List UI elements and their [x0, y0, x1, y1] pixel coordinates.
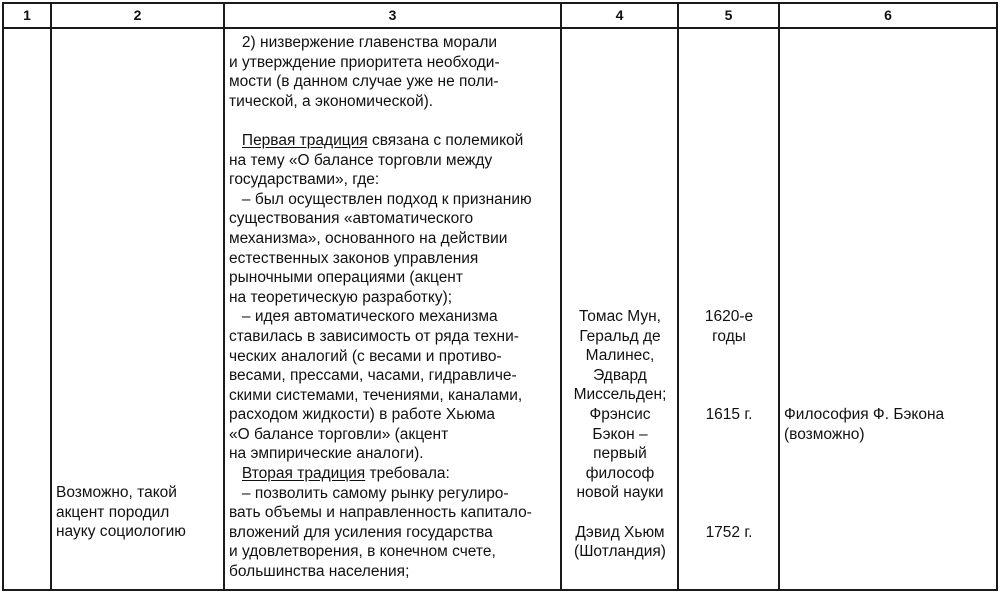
text-line: вать объемы и направленность капитало-	[229, 504, 532, 522]
header-col-1: 1	[23, 7, 31, 23]
text-line	[229, 131, 559, 151]
date-line: годы	[712, 327, 746, 345]
text-line: рыночными операциями (акцент	[229, 269, 463, 287]
underlined-term: Вторая традиция	[241, 465, 366, 483]
col-divider-1	[50, 2, 52, 591]
header-col-5: 5	[724, 7, 733, 23]
text-line: на теоретическую разработку);	[229, 288, 453, 306]
text-line: Малинес,	[585, 347, 655, 365]
text-line: Философия Ф. Бэкона	[784, 406, 945, 423]
cell-col-6	[784, 405, 994, 444]
text-line: акцент породил	[56, 503, 170, 521]
cell-col-2	[56, 483, 226, 542]
text-line: и удовлетворения, в конечном счете,	[229, 543, 496, 561]
text-line: философ	[585, 464, 655, 482]
date-line: 1752 г.	[705, 524, 753, 541]
text-line: и утверждение приоритета необходи-	[229, 53, 500, 71]
text-line: мости (в данном случае уже не поли-	[229, 73, 499, 91]
text-line: естественных законов управления	[229, 249, 479, 267]
text-line: весами, прессами, часами, гидравличе-	[229, 367, 517, 385]
table-border-left	[2, 2, 4, 591]
text-line: науку социологию	[56, 523, 186, 541]
header-col-6: 6	[884, 7, 892, 23]
text-line: вложений для усиления государства	[229, 523, 493, 541]
text-line: – позволить самому рынку регулиро-	[229, 484, 509, 502]
text-line: ческих аналогий (с весами и противо-	[229, 347, 502, 365]
text-line: скими системами, течениями, каналами,	[229, 386, 523, 404]
header-col-2: 2	[133, 7, 142, 23]
text-line	[229, 111, 559, 131]
text-line	[564, 503, 676, 523]
text-line: механизма», основанного на действии	[229, 229, 508, 247]
text-line: 2) низвержение главенства морали	[229, 34, 498, 51]
text-line: (Шотландия)	[574, 543, 666, 561]
text-line: Томас Мун,	[579, 308, 661, 325]
text-line: Бэкон –	[592, 425, 648, 443]
text-fragment: связана с полемикой	[367, 131, 524, 149]
underlined-term: Первая традиция	[241, 131, 368, 149]
cell-col-4	[564, 307, 676, 562]
text-line: – был осуществлен подход к признанию	[229, 190, 532, 208]
text-line: на тему «О балансе торговли между	[229, 151, 493, 169]
text-line: расходом жидкости) в работе Хьюма	[229, 406, 496, 424]
text-line: Миссельден;	[573, 386, 667, 404]
cell-col-5-dates-c	[683, 523, 775, 543]
text-line: Фрэнсис	[589, 405, 651, 423]
cell-col-5-dates-b	[683, 405, 775, 425]
col-divider-5	[778, 2, 780, 591]
text-fragment: требовала:	[365, 465, 450, 483]
text-line: Дэвид Хьюм	[575, 523, 665, 541]
cell-col-5-dates-a	[683, 307, 775, 346]
text-line: (возможно)	[784, 425, 865, 443]
table-border-bottom	[2, 589, 998, 591]
date-line: 1615 г.	[705, 406, 753, 423]
table-header-divider	[2, 27, 998, 29]
text-line: первый	[593, 445, 647, 463]
col-divider-3	[560, 2, 562, 591]
text-line: Геральд де	[579, 327, 661, 345]
text-line: на эмпирические аналоги).	[229, 445, 424, 463]
text-line: ставилась в зависимость от ряда техни-	[229, 327, 519, 345]
text-line: Эдвард	[593, 366, 647, 384]
text-line: государствами», где:	[229, 171, 380, 189]
table-border-right	[996, 2, 998, 591]
text-line: большинства населения;	[229, 563, 410, 581]
header-col-3: 3	[388, 7, 397, 23]
header-col-4: 4	[615, 7, 624, 23]
date-line: 1620-е	[704, 308, 754, 325]
cell-col-3	[229, 33, 559, 582]
text-line	[229, 464, 559, 484]
col-divider-4	[677, 2, 679, 591]
text-line: – идея автоматического механизма	[229, 308, 498, 326]
text-line: новой науки	[576, 484, 664, 502]
text-line: «О балансе торговли» (акцент	[229, 425, 449, 443]
text-line: тической, а экономической).	[229, 92, 434, 110]
text-line: существования «автоматического	[229, 210, 474, 228]
text-line: Возможно, такой	[56, 484, 177, 501]
